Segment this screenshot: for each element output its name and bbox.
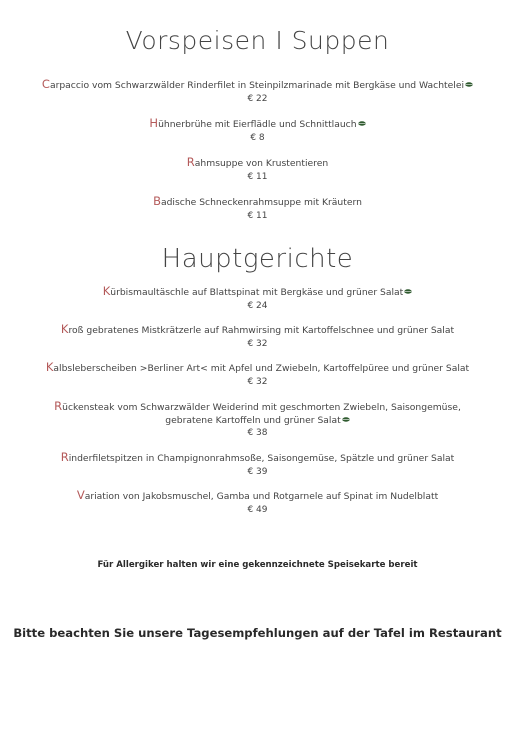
item-price: € 39 [247,466,268,477]
item-initial: V [76,488,85,502]
item-initial: R [186,155,195,169]
item-description: arpaccio vom Schwarzwälder Rinderfilet in Steinpilzmarinade mit Bergkäse und Wachtelei [49,80,465,91]
menu-item [20,117,495,144]
daily-specials-note: Bitte beachten Sie unsere Tagesempfehlungen auf der Tafel im Restaurant [13,626,502,640]
item-description: adische Schneckenrahmsuppe mit Kräutern [160,197,362,208]
leaf-icon [465,82,473,87]
menu-item [20,361,495,388]
menu-item [20,323,495,350]
item-description-line2: gebratene Kartoffeln und grüner Salat [165,414,341,426]
item-description: ahmsuppe von Krustentieren [194,158,329,169]
item-price: € 38 [247,428,268,439]
item-price: € 32 [247,376,268,387]
menu-item [20,451,495,478]
item-initial: K [45,360,54,374]
item-price: € 32 [247,338,268,349]
menu-item [20,78,495,105]
leaf-icon [342,417,350,422]
item-initial: H [149,116,159,130]
menu-item [20,489,495,516]
item-description: ückensteak vom Schwarzwälder Weiderind mit geschmorten Zwiebeln, Saisongemüse, [62,402,461,413]
menu-item [20,195,495,222]
menu-item [20,400,495,440]
item-initial: K [60,322,69,336]
menu-item [20,156,495,183]
leaf-icon [404,289,412,294]
section-title-mains: Hauptgerichte [161,244,354,274]
item-initial: R [54,399,63,413]
item-initial: R [60,450,69,464]
item-description: ühnerbrühe mit Eierflädle und Schnittlauch [158,119,357,130]
item-price: € 8 [250,132,265,143]
item-initial: K [102,284,111,298]
item-price: € 49 [247,504,268,515]
allergy-note: Für Allergiker halten wir eine gekennzeichnete Speisekarte bereit [97,560,418,570]
item-description: roß gebratenes Mistkrätzerle auf Rahmwirsing mit Kartoffelschnee und grüner Salat [68,325,455,336]
item-description: albsleberscheiben >Berliner Art< mit Apfel und Zwiebeln, Kartoffelpüree und grüner Salat [53,363,470,374]
item-initial: C [41,77,50,91]
item-initial: B [153,194,161,208]
item-price: € 24 [247,300,268,311]
item-description: inderfiletspitzen in Champignonrahmsoße, Saisongemüse, Spätzle und grüner Salat [68,453,455,464]
menu-item [20,285,495,312]
item-price: € 11 [247,171,268,182]
item-price: € 22 [247,93,268,104]
section-title-starters: Vorspeisen I Suppen [125,26,390,55]
leaf-icon [358,121,366,126]
item-description: ariation von Jakobsmuschel, Gamba und Rotgarnele auf Spinat im Nudelblatt [84,491,439,502]
item-price: € 11 [247,210,268,221]
item-description: ürbismaultäschle auf Blattspinat mit Bergkäse und grüner Salat [110,287,404,298]
